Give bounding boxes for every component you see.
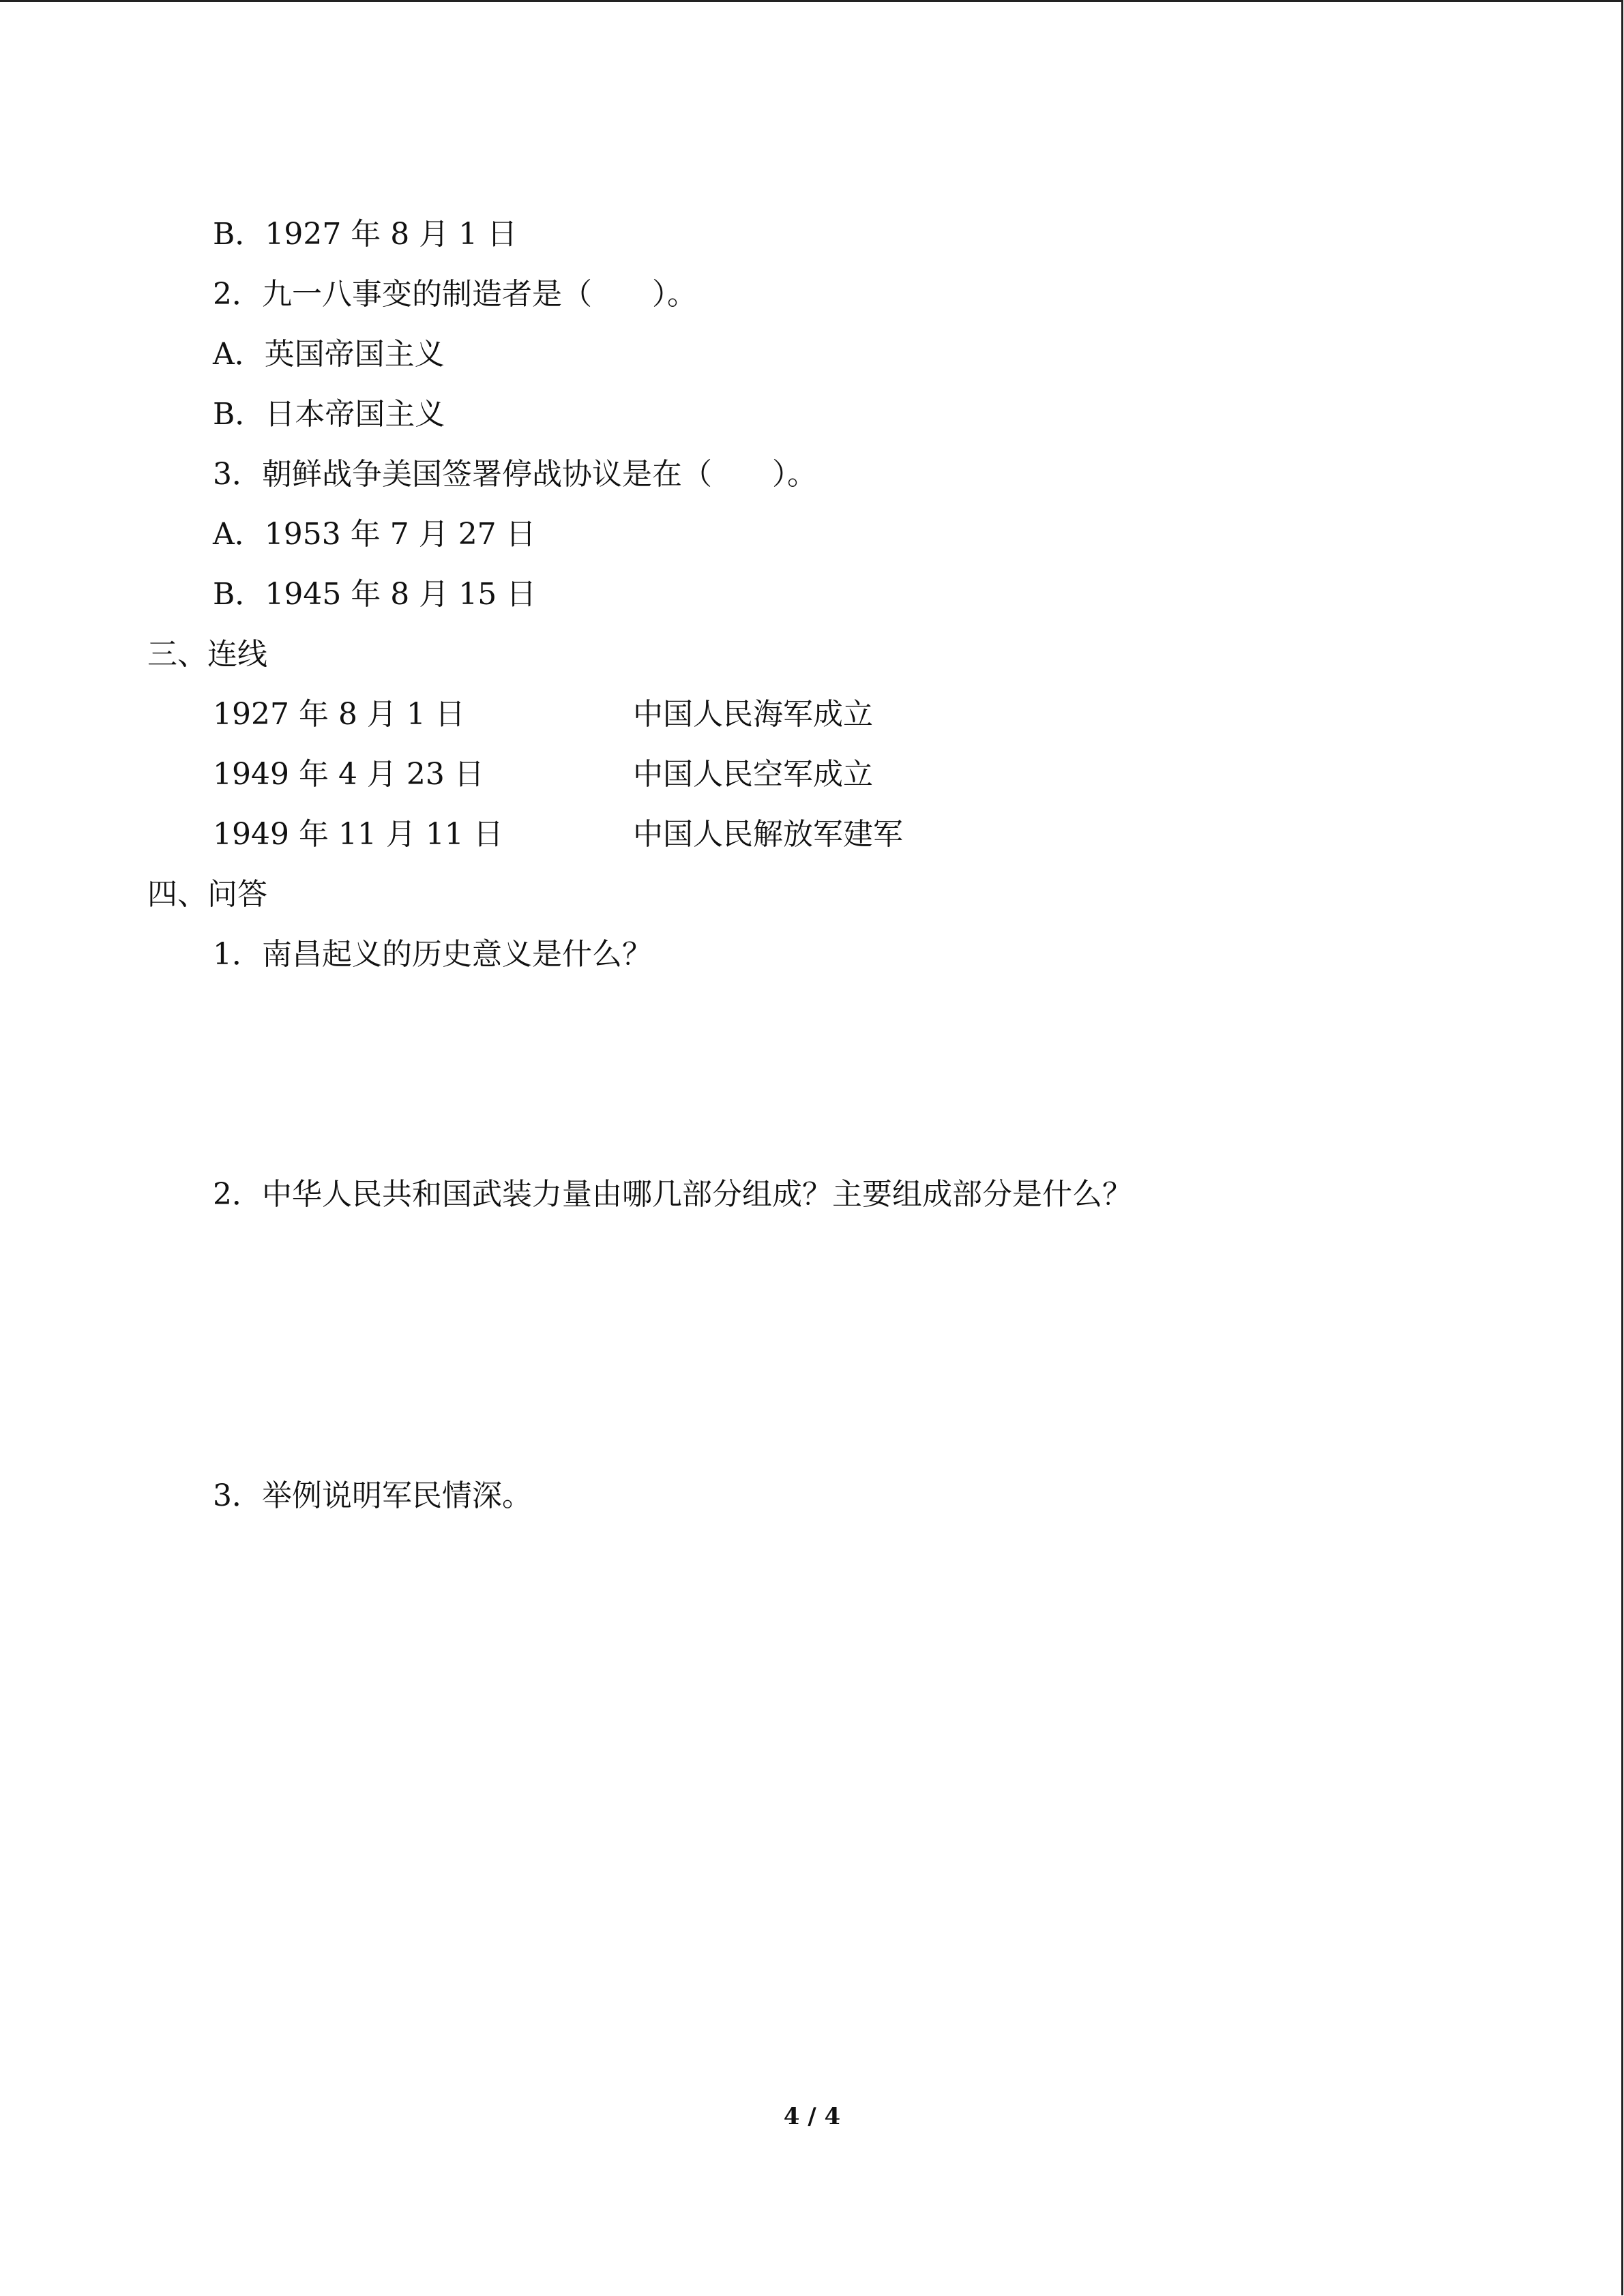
matching-right-2: 中国人民空军成立 xyxy=(633,757,873,792)
qa-question-1: 1．南昌起义的历史意义是什么？ xyxy=(213,937,652,972)
q3-option-a: A．1953 年 7 月 27 日 xyxy=(213,517,536,552)
q2-option-a: A．英国帝国主义 xyxy=(213,337,445,372)
section-heading-qa: 四、问答 xyxy=(147,877,267,912)
section-heading-matching: 三、连线 xyxy=(147,637,267,672)
q3-option-b: B．1945 年 8 月 15 日 xyxy=(213,577,537,612)
question-3: 3．朝鲜战争美国签署停战协议是在（ ）。 xyxy=(213,457,817,492)
question-2: 2．九一八事变的制造者是（ ）。 xyxy=(213,277,697,312)
qa-question-3: 3．举例说明军民情深。 xyxy=(213,1478,532,1513)
matching-right-1: 中国人民海军成立 xyxy=(633,697,873,732)
page-number: 4 / 4 xyxy=(783,2103,841,2130)
matching-left-3: 1949 年 11 月 11 日 xyxy=(213,817,503,852)
matching-left-1: 1927 年 8 月 1 日 xyxy=(213,697,465,732)
qa-question-2: 2．中华人民共和国武装力量由哪几部分组成？主要组成部分是什么？ xyxy=(213,1177,1132,1212)
q2-option-b: B．日本帝国主义 xyxy=(213,397,445,432)
matching-left-2: 1949 年 4 月 23 日 xyxy=(213,757,484,792)
q1-option-b: B．1927 年 8 月 1 日 xyxy=(213,217,518,252)
matching-right-3: 中国人民解放军建军 xyxy=(633,817,903,852)
